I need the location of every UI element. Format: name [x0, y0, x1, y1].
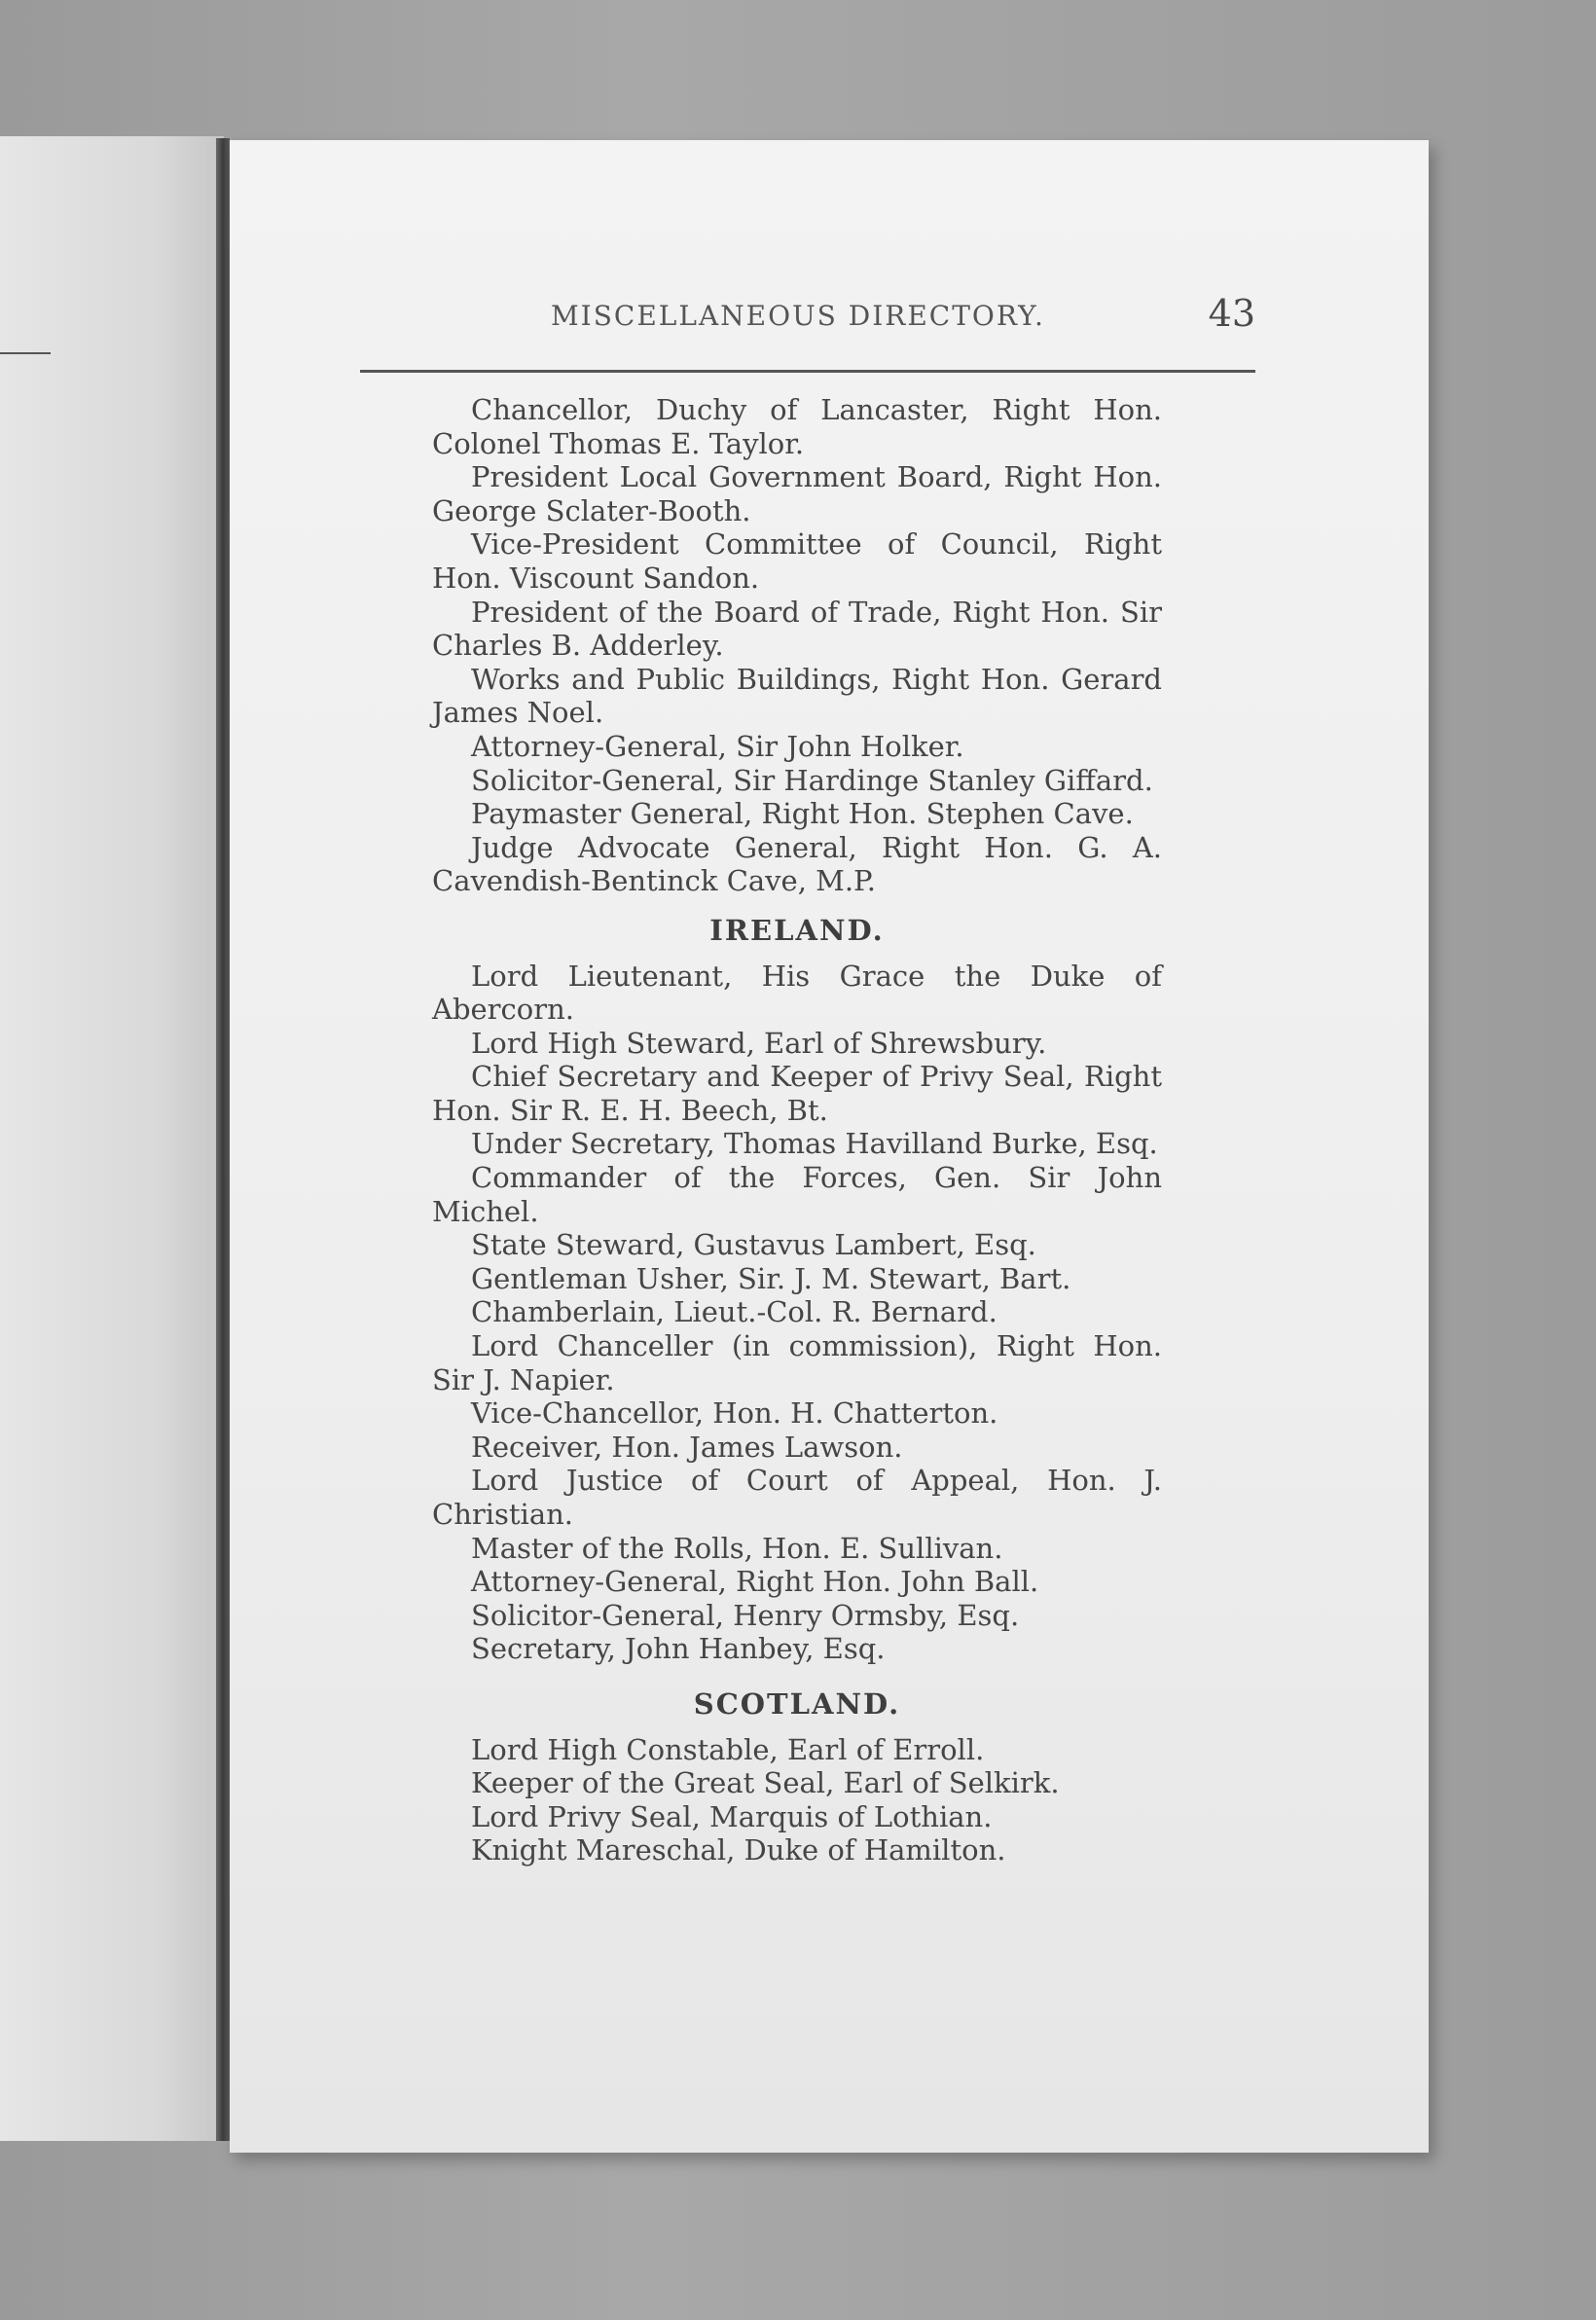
section-heading-scotland: SCOTLAND. — [693, 1686, 901, 1721]
directory-entry: Works and Public Buildings, Right Hon. Gerard James Noel. — [432, 662, 1162, 730]
directory-entry: Commander of the Forces, Gen. Sir John Michel. — [432, 1161, 1162, 1228]
facing-page — [0, 136, 224, 2141]
directory-entry: Chief Secretary and Keeper of Privy Seal, Right Hon. Sir R. E. H. Beech, Bt. — [432, 1060, 1162, 1127]
directory-entry: Lord High Steward, Earl of Shrewsbury. — [471, 1026, 1047, 1060]
directory-entry: Receiver, Hon. James Lawson. — [471, 1430, 903, 1464]
directory-entry: Gentleman Usher, Sir. J. M. Stewart, Bart. — [471, 1261, 1071, 1295]
directory-entry: Under Secretary, Thomas Havilland Burke, Esq. — [471, 1127, 1158, 1161]
directory-entry: Chancellor, Duchy of Lancaster, Right Hon. Colonel Thomas E. Taylor. — [432, 393, 1162, 460]
directory-entry: President of the Board of Trade, Right Hon. Sir Charles B. Adderley. — [432, 595, 1162, 663]
header-rule — [360, 370, 1255, 373]
directory-entry: Knight Mareschal, Duke of Hamilton. — [471, 1833, 1006, 1867]
directory-entry: Master of the Rolls, Hon. E. Sullivan. — [471, 1531, 1003, 1565]
directory-entry: Lord Chanceller (in commission), Right Hon. Sir J. Napier. — [432, 1329, 1162, 1396]
directory-entry: Solicitor-General, Henry Ormsby, Esq. — [471, 1598, 1020, 1632]
directory-entry: Solicitor-General, Sir Hardinge Stanley Giffard. — [471, 763, 1153, 797]
section-heading-ireland: IRELAND. — [709, 913, 885, 947]
directory-entry: President Local Government Board, Right Hon. George Sclater-Booth. — [432, 460, 1162, 527]
directory-entry: State Steward, Gustavus Lambert, Esq. — [471, 1228, 1036, 1262]
page-number: 43 — [1208, 292, 1255, 335]
entries-top — [432, 393, 1162, 898]
directory-entry: Secretary, John Hanbey, Esq. — [471, 1632, 886, 1666]
directory-entry: Paymaster General, Right Hon. Stephen Cave. — [471, 797, 1134, 831]
directory-entry: Lord Privy Seal, Marquis of Lothian. — [471, 1799, 993, 1833]
ireland-entries — [432, 960, 1162, 1666]
directory-entry: Lord High Constable, Earl of Erroll. — [471, 1732, 985, 1766]
directory-entry: Vice-Chancellor, Hon. H. Chatterton. — [471, 1396, 998, 1431]
directory-entry: Lord Justice of Court of Appeal, Hon. J. Christian. — [432, 1464, 1162, 1531]
directory-entry: Keeper of the Great Seal, Earl of Selkirk. — [471, 1766, 1060, 1800]
directory-entry: Attorney-General, Right Hon. John Ball. — [471, 1565, 1039, 1599]
directory-entry: Lord Lieutenant, His Grace the Duke of Abercorn. — [432, 959, 1162, 1027]
directory-entry: Attorney-General, Sir John Holker. — [471, 729, 964, 763]
book-spine — [216, 138, 230, 2141]
page-header — [360, 290, 1255, 348]
directory-content — [432, 393, 1162, 1867]
directory-entry: Judge Advocate General, Right Hon. G. A. Cavendish-Bentinck Cave, M.P. — [432, 830, 1162, 898]
facing-page-rule — [0, 352, 51, 354]
running-title: MISCELLANEOUS DIRECTORY. — [551, 300, 1045, 332]
directory-entry: Vice-President Committee of Council, Right Hon. Viscount Sandon. — [432, 527, 1162, 595]
directory-entry: Chamberlain, Lieut.-Col. R. Bernard. — [471, 1295, 998, 1329]
scotland-entries — [432, 1733, 1162, 1867]
